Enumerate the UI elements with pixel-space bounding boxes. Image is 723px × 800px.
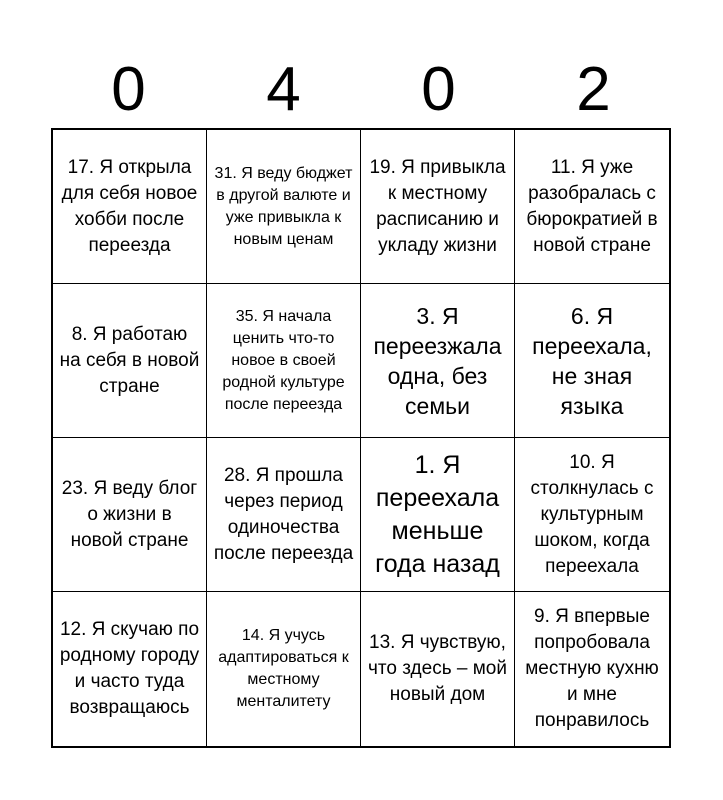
header-digit-2: 4 xyxy=(266,55,301,124)
bingo-cell-r4c2[interactable]: 14. Я учусь адаптироваться к местному менталитету xyxy=(207,592,361,746)
bingo-cell-r1c1[interactable]: 17. Я открыла для себя новое хобби после переезда xyxy=(53,130,207,284)
bingo-cell-r4c1[interactable]: 12. Я скучаю по родному городу и часто туда возвращаюсь xyxy=(53,592,207,746)
bingo-cell-r4c4[interactable]: 9. Я впервые попробовала местную кухню и мне понравилось xyxy=(525,606,659,731)
bingo-cell-r1c4[interactable]: 11. Я уже разобралась с бюрократией в новой стране xyxy=(515,130,669,284)
bingo-cell-r2c2[interactable]: 35. Я начала ценить что-то новое в своей родной культуре после переезда xyxy=(207,284,361,438)
bingo-board xyxy=(51,128,671,748)
bingo-cell-r3c2[interactable]: 28. Я прошла через период одиночества после переезда xyxy=(207,438,361,592)
bingo-cell-r1c3[interactable]: 19. Я привыкла к местному расписанию и укладу жизни xyxy=(361,130,515,284)
bingo-cell-r3c3[interactable]: 1. Я переехала меньше года назад xyxy=(361,438,515,592)
bingo-cell-r4c3[interactable]: 13. Я чувствую, что здесь – мой новый дом xyxy=(361,592,515,746)
bingo-cell-r3c1[interactable]: 23. Я веду блог о жизни в новой стране xyxy=(53,438,207,592)
header-digit-4: 2 xyxy=(576,55,611,124)
bingo-cell-r2c1[interactable]: 8. Я работаю на себя в новой стране xyxy=(53,284,207,438)
header-digit-3: 0 xyxy=(421,55,456,124)
header-digit-1: 0 xyxy=(111,55,146,124)
bingo-cell-r2c4[interactable]: 6. Я переехала, не зная языка xyxy=(515,284,669,438)
bingo-header xyxy=(51,52,671,128)
bingo-cell-r1c2[interactable]: 31. Я веду бюджет в другой валюте и уже привыкла к новым ценам xyxy=(207,130,361,284)
bingo-cell-r3c4[interactable]: 10. Я столкнулась с культурным шоком, когда переехала xyxy=(515,438,669,592)
bingo-cell-r2c3[interactable]: 3. Я переезжала одна, без семьи xyxy=(361,284,515,438)
